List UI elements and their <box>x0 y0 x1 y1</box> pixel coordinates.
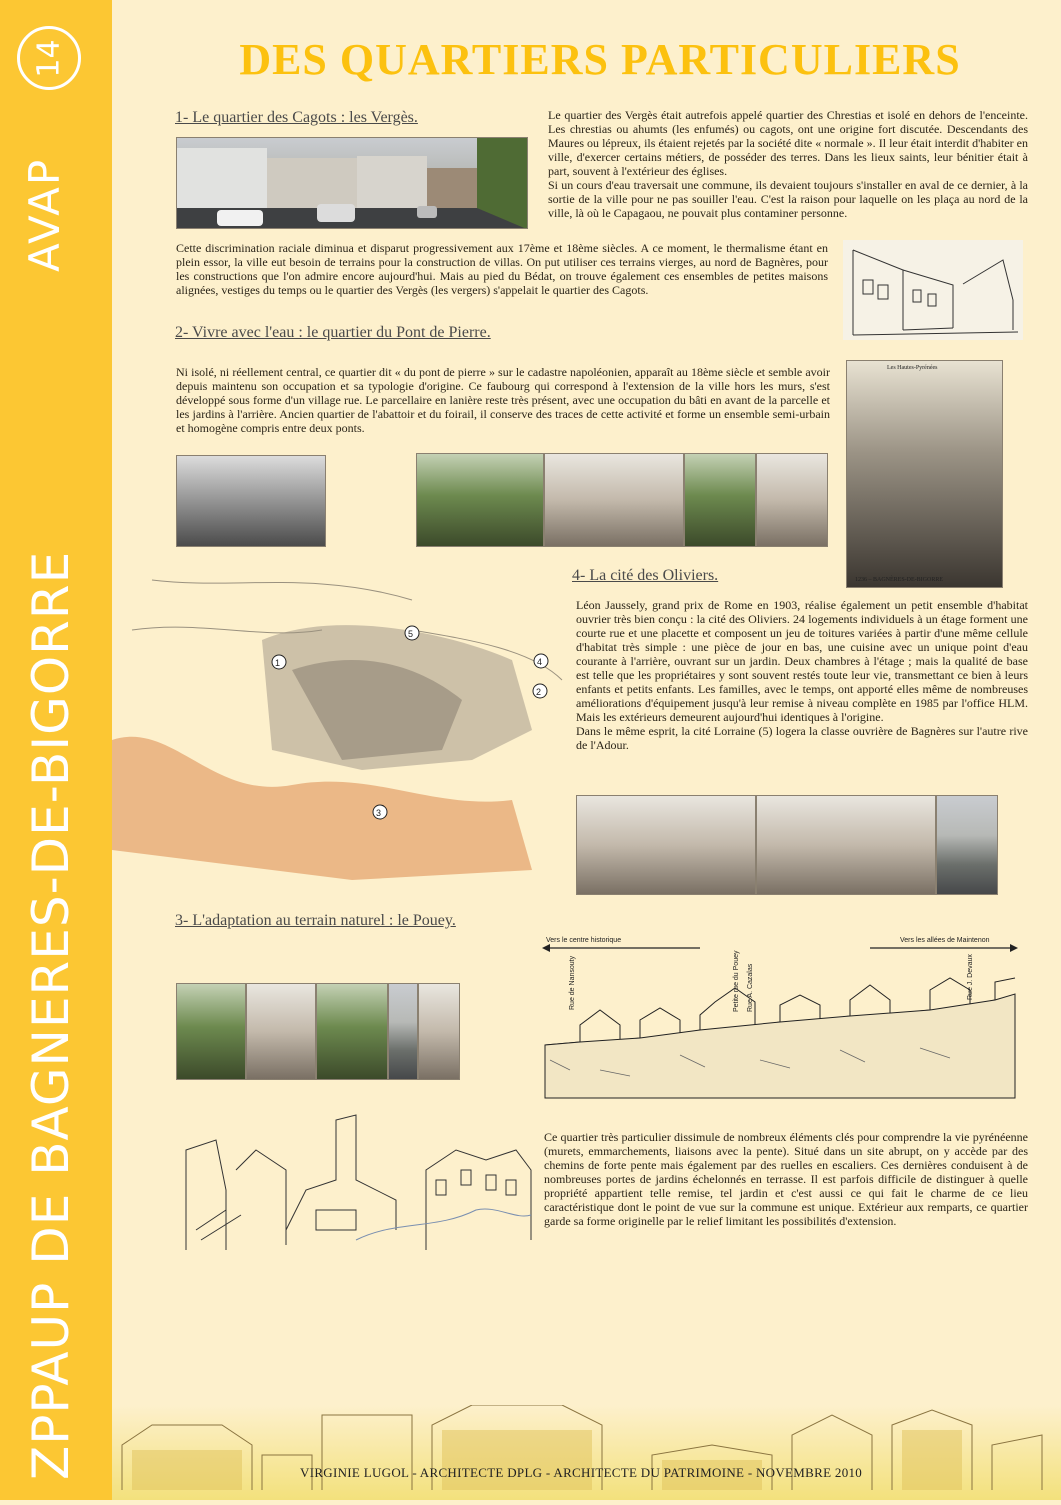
postcard-header: Les Hautes-Pyrénées <box>887 365 938 371</box>
section1-text-right: Le quartier des Vergès était autrefois appelé quartier des Chrestias et isolé en dehors de l'enceinte. Les chrestias ou ahumts (les enfumés) ou cagots, ont une origine fort discutée. Descendants des Maures ou lépreux, ils étaient rejetés par la société dite « normale ». Il leur était interdit d'habiter en ville, d'exercer certains métiers, de posséder des terres. Dans les lieux saints, leur bénitier était à part, souvent à l'extérieur des églises. Si un cours d'eau traversait une commune, ils devaient toujours s'installer en aval de ce dernier, à la sortie de la ville pour ne pas souiller l'eau. C'est la raison pour laquelle on les plaça au nord de la ville, là où le Capagaou, ne pouvait plus contaminer personne. <box>548 108 1028 220</box>
street-profile-section <box>540 930 1020 1100</box>
footer-credits: VIRGINIE LUGOL - ARCHITECTE DPLG - ARCHITECTE DU PATRIMOINE - NOVEMBRE 2010 <box>300 1465 863 1480</box>
pouey-photo-4 <box>388 983 418 1080</box>
section4-title: 4- La cité des Oliviers. <box>572 567 719 584</box>
pouey-photo-5 <box>418 983 460 1080</box>
map-marker-5: 5 <box>408 629 414 639</box>
postcard-photo <box>846 360 1003 588</box>
section1-text-below: Cette discrimination raciale diminua et disparut progressivement aux 17ème et 18ème siècles. A ce moment, le thermalisme étant en plein essor, la ville eut besoin de terrains pour la construction de villas. On put utiliser ces terrains vierges, au nord de Bagnères, pour les constructions que l'on admire encore aujourd'hui. Mais au pied du Bédat, on trouve également ces ensembles de petites maisons alignées, vestiges du temps ou le quartier des Vergès (les vergers) s'appelait le quartier des Cagots. <box>176 241 828 297</box>
street-photo-illustration <box>177 138 528 229</box>
oliviers-photo-2 <box>756 795 936 895</box>
pouey-photo-1 <box>176 983 246 1080</box>
section1-title: 1- Le quartier des Cagots : les Vergès. <box>175 109 418 126</box>
profile-street-2: Petite rue du Pouey <box>733 950 740 1012</box>
section4-text: Léon Jaussely, grand prix de Rome en 1903, réalise également un petit ensemble d'habitat ouvrier très bien conçu : la cité des Oliviers. 24 logements individuels à un étage forment une courte rue et une placette et composent un jeu de toitures variées à partir d'une même cellule d'habitat très simple : une pièce de jour en bas, une cuisine avec un unique point d'eau courante à l'arrière, ouvrant sur un jardin. Deux chambres à l'étage ; mais la qualité de base est telle que les propriétaires y sont souvent restés toute leur vie, transmettant ce bien à leurs enfants et petits enfants. Les familles, avec le temps, ont apporté elles même de nombreuses améliorations d'équipement jusqu'à leur remise à niveau complète en 1985 par l'office HLM. Mais les extérieurs demeurent aujourd'hui identiques à l'origine. Dans le même esprit, la cité Lorraine (5) logera la classe ouvrière de Bagnères sur l'autre rive de l'Adour. <box>576 598 1028 752</box>
profile-street-4: Rue J. Devaux <box>967 954 974 1000</box>
section1-sketch <box>843 240 1023 340</box>
stream-photo <box>416 453 544 547</box>
aerial-photo <box>176 455 326 547</box>
map-marker-2: 2 <box>536 687 542 697</box>
profile-street-3: Rue A. Cazalas <box>747 963 754 1012</box>
map-marker-1: 1 <box>275 658 281 668</box>
profile-left-arrow-label: Vers le centre historique <box>546 937 622 944</box>
profile-street-1: Rue de Nansouty <box>569 955 576 1010</box>
section1-street-photo <box>176 137 528 229</box>
profile-right-arrow-label: Vers les allées de Maintenon <box>900 937 990 944</box>
oliviers-photo-1 <box>576 795 756 895</box>
pink-house-photo <box>756 453 828 547</box>
river-photo <box>684 453 756 547</box>
page-title: DES QUARTIERS PARTICULIERS <box>239 35 961 84</box>
pouey-sketches <box>176 1110 536 1260</box>
district-map <box>112 570 572 900</box>
facade-illustration <box>112 1405 1061 1500</box>
map-marker-3: 3 <box>376 808 382 818</box>
footer-facade-band <box>112 1405 1061 1500</box>
section3-title: 3- L'adaptation au terrain naturel : le Pouey. <box>175 912 456 929</box>
pouey-photo-2 <box>246 983 316 1080</box>
sidebar-label-city: ZPPAUP DE BAGNERES-DE-BIGORRE <box>22 550 80 1480</box>
map-marker-4: 4 <box>537 657 543 667</box>
oliviers-photo-3 <box>936 795 998 895</box>
map-illustration <box>112 570 572 900</box>
pouey-photo-3 <box>316 983 388 1080</box>
profile-illustration <box>540 930 1020 1100</box>
pouey-sketch-illustration <box>176 1110 536 1260</box>
sidebar <box>0 0 112 1500</box>
page-number: 14 <box>31 38 67 78</box>
sidebar-label-avap: AVAP <box>20 157 69 272</box>
section2-title: 2- Vivre avec l'eau : le quartier du Pont de Pierre. <box>175 324 491 341</box>
houses-photo <box>544 453 684 547</box>
page-number-badge <box>17 26 81 90</box>
section2-text: Ni isolé, ni réellement central, ce quartier dit « du pont de pierre » sur le cadastre napoléonien, apparaît au 18ème siècle et semble avoir depuis maintenu son occupation et sa typologie d'origine. Ce faubourg qui correspond à l'extension de la ville hors les murs, s'est développé sous forme d'un village rue. Le parcellaire en lanière reste très présent, avec une occupation du bâti en avant de la parcelle et les jardins à l'arrière. Ancien quartier de l'abattoir et du foirail, il conserve des traces de cette activité et forme un ensemble semi-urbain et homogène compris entre deux ponts. <box>176 365 830 435</box>
postcard-caption: 1236 – BAGNÈRES-DE-BIGORRE <box>855 577 943 583</box>
section3-text: Ce quartier très particulier dissimule de nombreux éléments clés pour comprendre la vie pyrénéenne (murets, emmarchements, liaisons avec la pente). Situé dans un site abrupt, on y accède par des chemins de forte pente mais également par des ruelles en escaliers. Ces dernières conduisent à de nombreuses portes de jardins échelonnés en terrasse. Il est parfois difficile de distinguer à quelle propriété appartient telle remise, tel jardin et c'est aussi ce qui fait le charme de ce lieu caractéristique dont le point de vue sur la commune est unique. Extérieur aux remparts, ce quartier garde sa forme originelle par le relief limitant les possibilités d'extension. <box>544 1130 1028 1228</box>
